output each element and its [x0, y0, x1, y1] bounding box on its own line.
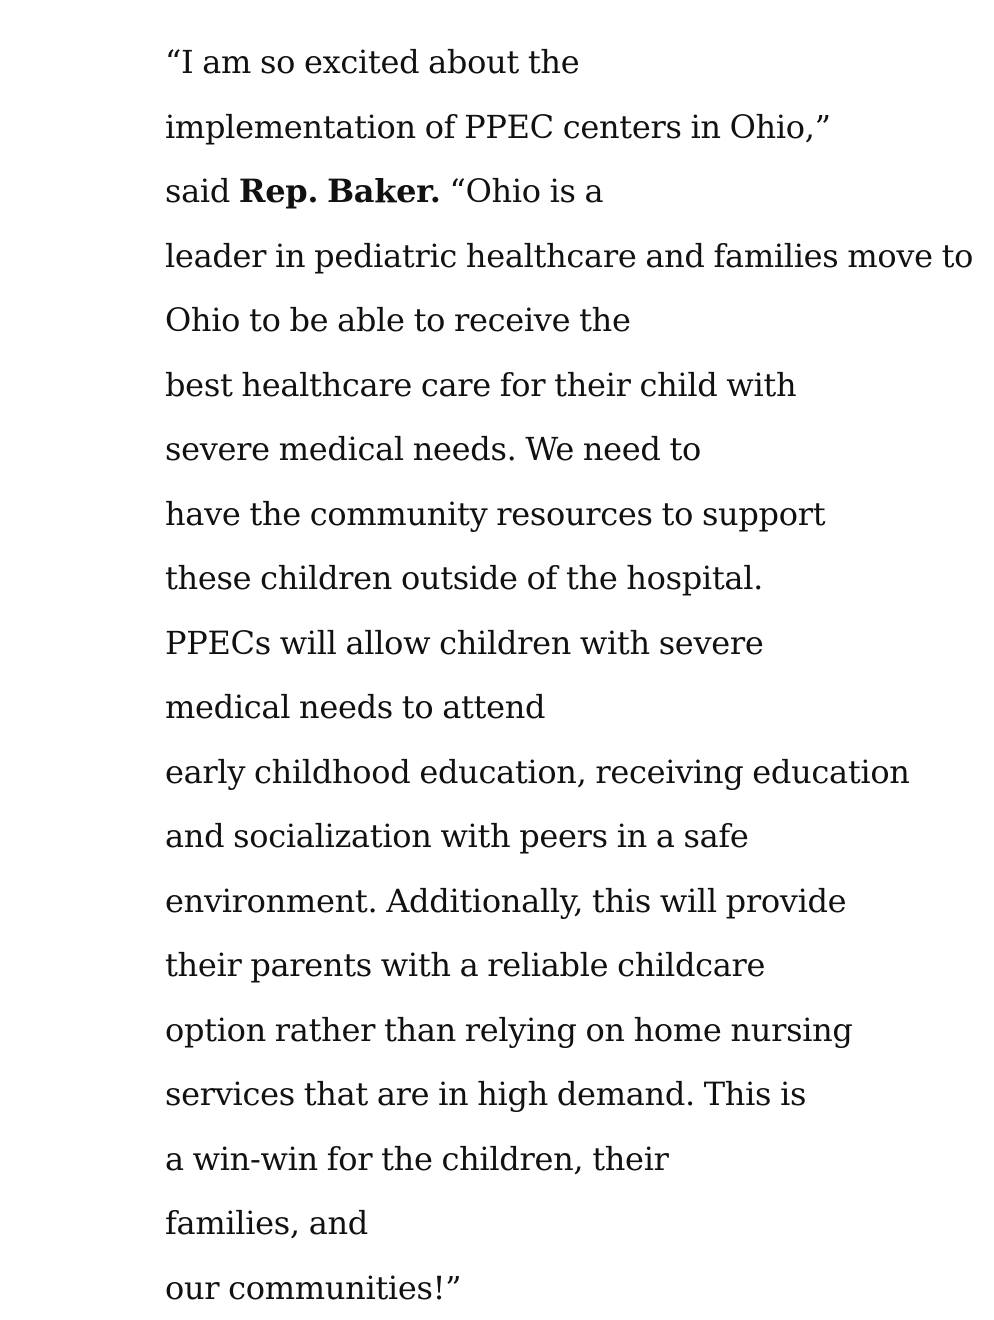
quote-line: said Rep. Baker. “Ohio is a [165, 159, 965, 224]
quote-line: PPECs will allow children with severe [165, 611, 965, 676]
quote-line: “I am so excited about the [165, 30, 965, 95]
quote-line: option rather than relying on home nursing [165, 998, 965, 1063]
quote-line: families, and [165, 1191, 965, 1256]
quote-paragraph [165, 30, 965, 1320]
quote-line: severe medical needs. We need to [165, 417, 965, 482]
quote-line: early childhood education, receiving education [165, 740, 965, 805]
quote-line: our communities!” [165, 1256, 965, 1320]
article-body [165, 30, 965, 1320]
quote-line: services that are in high demand. This is [165, 1062, 965, 1127]
speaker-name: Rep. [239, 172, 318, 210]
quote-line: best healthcare care for their child with [165, 353, 965, 418]
quote-line: these children outside of the hospital. [165, 546, 965, 611]
speaker-name: Baker. [327, 172, 441, 210]
quote-line: leader in pediatric healthcare and families move to [165, 224, 965, 289]
quote-line: implementation of PPEC centers in Ohio,” [165, 95, 965, 160]
quote-line: their parents with a reliable childcare [165, 933, 965, 998]
quote-line: Ohio to be able to receive the [165, 288, 965, 353]
quote-line: have the community resources to support [165, 482, 965, 547]
quote-line: and socialization with peers in a safe [165, 804, 965, 869]
quote-line: medical needs to attend [165, 675, 965, 740]
quote-line: environment. Additionally, this will provide [165, 869, 965, 934]
quote-line: a win-win for the children, their [165, 1127, 965, 1192]
